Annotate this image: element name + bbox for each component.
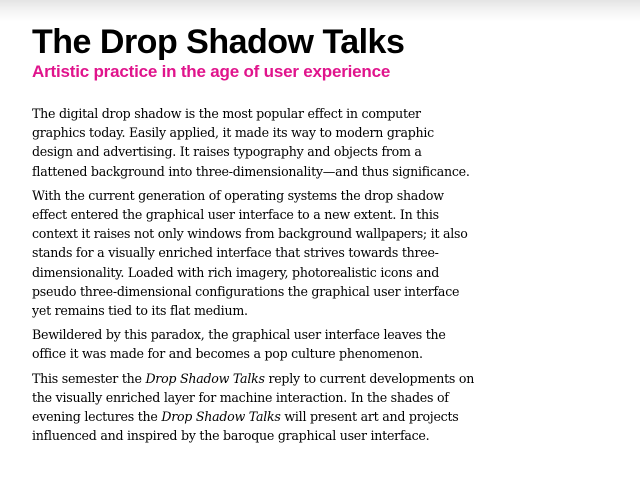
paragraph-4-text-c: will present art and projects influenced and inspired by the baroque graphical user interface. bbox=[32, 409, 459, 444]
paragraph-4-emphasis-b: Drop Shadow Talks bbox=[161, 409, 281, 425]
paragraph-4 bbox=[32, 369, 477, 446]
page-title: The Drop Shadow Talks bbox=[32, 23, 405, 61]
paragraph-4-emphasis-a: Drop Shadow Talks bbox=[145, 370, 265, 386]
paragraph-4-text-b: reply to current developments on the visually enriched layer for machine interaction. In the shades of evening lectures the bbox=[32, 370, 475, 425]
article bbox=[32, 22, 477, 450]
paragraph-3: Bewildered by this paradox, the graphical user interface leaves the office it was made for and becomes a pop culture phenomenon. bbox=[32, 327, 446, 362]
page-subtitle: Artistic practice in the age of user experience bbox=[32, 62, 391, 81]
paragraph-1: The digital drop shadow is the most popular effect in computer graphics today. Easily applied, it made its way to modern graphic design and advertising. It raises typography and objects from a flattened background into three-dimensionality—and thus significance. bbox=[32, 106, 470, 179]
top-shadow bbox=[0, 0, 640, 22]
paragraph-4-text-a: This semester the bbox=[32, 370, 146, 386]
paragraph-2: With the current generation of operating systems the drop shadow effect entered the graphical user interface to a new extent. In this context it raises not only windows from background wallpapers; it also stands for a visually enriched interface that strives towards three-dimensionality. Loaded with rich imagery, photorealistic icons and pseudo three-dimensional configurations the graphical user interface yet remains tied to its flat medium. bbox=[32, 187, 468, 319]
